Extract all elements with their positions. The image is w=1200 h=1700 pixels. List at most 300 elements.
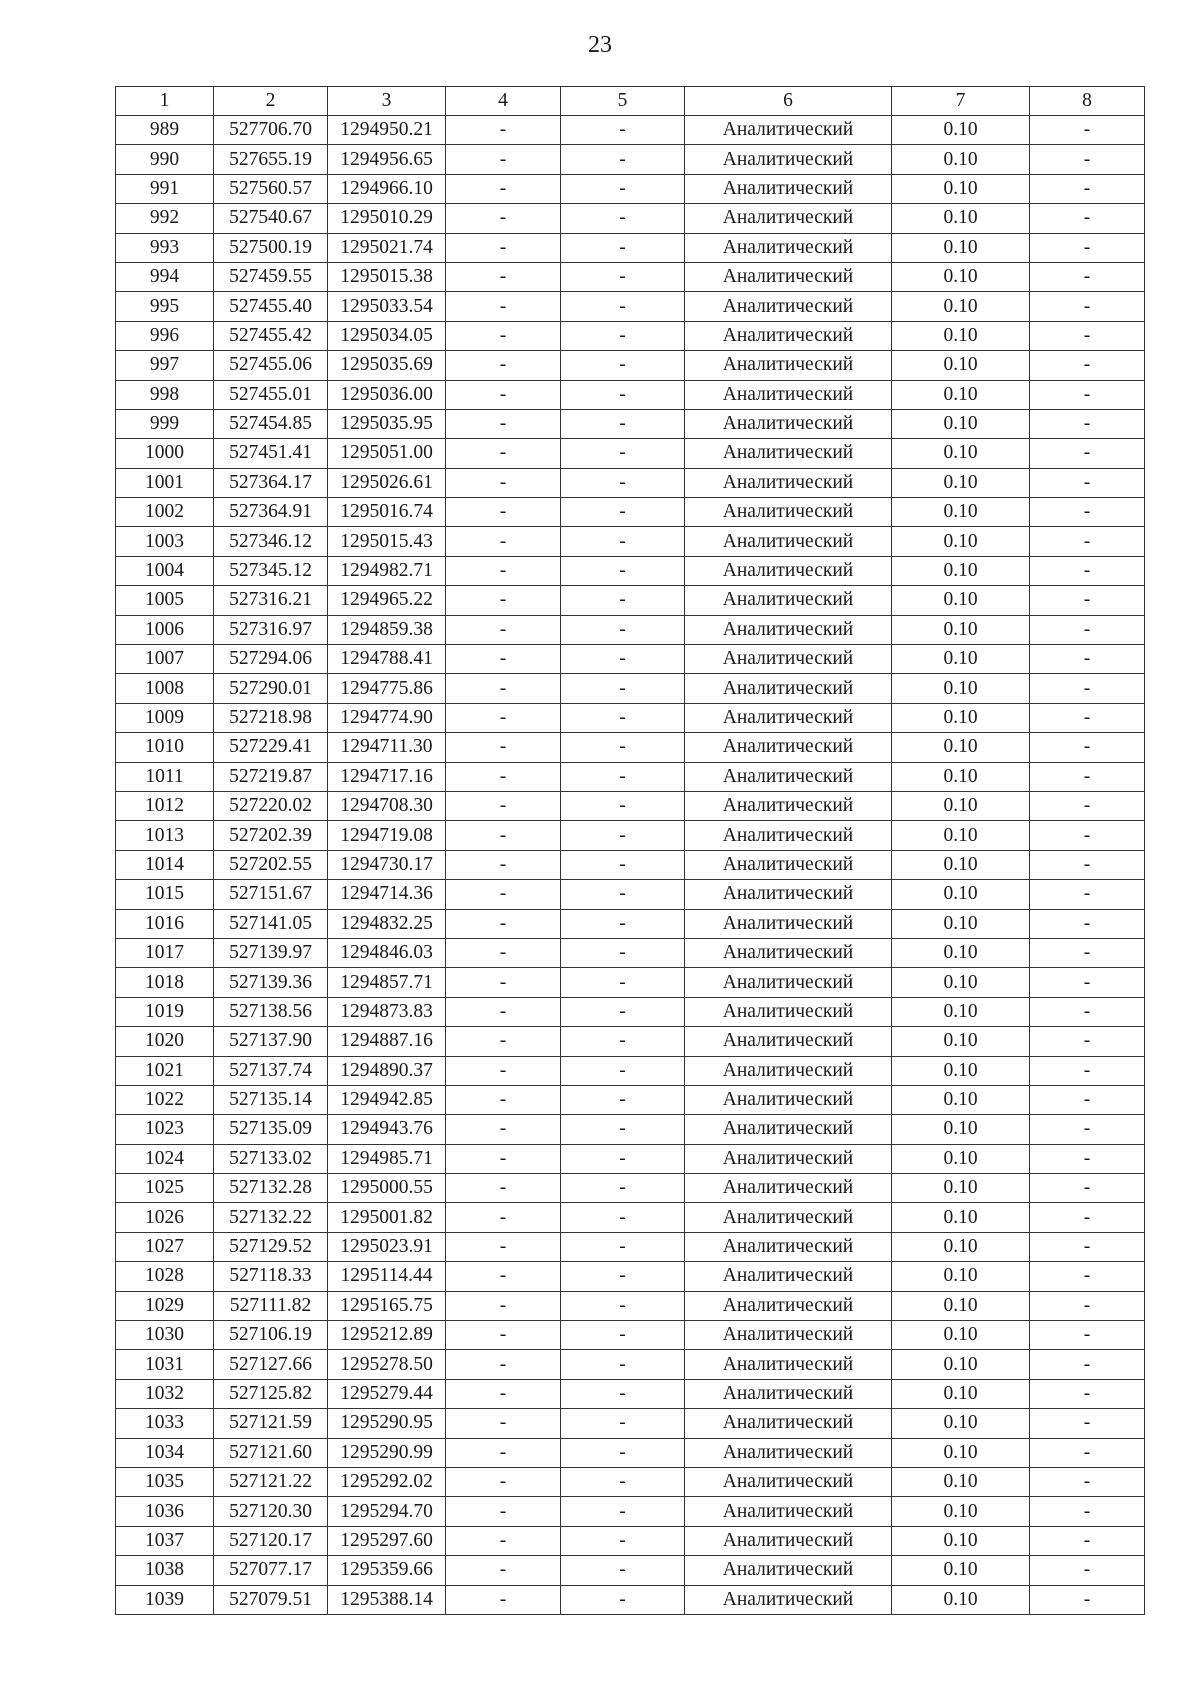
table-row [116,968,1145,997]
table-row [116,1526,1145,1555]
table-row [116,1497,1145,1526]
table-row [116,321,1145,350]
point-number-cell: 1034 [116,1438,214,1467]
point-number-cell: 1035 [116,1467,214,1496]
table-row [116,527,1145,556]
x-coordinate-cell: 527120.17 [214,1526,328,1555]
point-number-cell: 1026 [116,1203,214,1232]
column-4-cell: - [446,233,561,262]
y-coordinate-cell: 1294956.65 [328,145,446,174]
y-coordinate-cell: 1294985.71 [328,1144,446,1173]
column-header: 3 [328,87,446,116]
column-4-cell: - [446,351,561,380]
x-coordinate-cell: 527316.21 [214,586,328,615]
column-4-cell: - [446,997,561,1026]
table-row [116,762,1145,791]
column-5-cell: - [561,1467,685,1496]
column-8-cell: - [1030,762,1145,791]
method-cell: Аналитический [685,1467,892,1496]
table-row [116,1438,1145,1467]
column-8-cell: - [1030,145,1145,174]
table-row [116,174,1145,203]
method-cell: Аналитический [685,1115,892,1144]
y-coordinate-cell: 1295000.55 [328,1174,446,1203]
method-cell: Аналитический [685,733,892,762]
y-coordinate-cell: 1294859.38 [328,615,446,644]
column-5-cell: - [561,1585,685,1614]
table-row [116,1409,1145,1438]
column-8-cell: - [1030,850,1145,879]
table-row [116,233,1145,262]
column-header: 6 [685,87,892,116]
column-8-cell: - [1030,703,1145,732]
point-number-cell: 1016 [116,909,214,938]
method-cell: Аналитический [685,1262,892,1291]
point-number-cell: 1038 [116,1556,214,1585]
table-row [116,204,1145,233]
accuracy-cell: 0.10 [892,556,1030,585]
column-8-cell: - [1030,821,1145,850]
method-cell: Аналитический [685,1027,892,1056]
method-cell: Аналитический [685,762,892,791]
x-coordinate-cell: 527077.17 [214,1556,328,1585]
column-5-cell: - [561,409,685,438]
x-coordinate-cell: 527121.22 [214,1467,328,1496]
accuracy-cell: 0.10 [892,1085,1030,1114]
point-number-cell: 1030 [116,1321,214,1350]
column-5-cell: - [561,321,685,350]
method-cell: Аналитический [685,1350,892,1379]
y-coordinate-cell: 1295114.44 [328,1262,446,1291]
table-row [116,1174,1145,1203]
x-coordinate-cell: 527132.22 [214,1203,328,1232]
column-5-cell: - [561,703,685,732]
accuracy-cell: 0.10 [892,1027,1030,1056]
y-coordinate-cell: 1295034.05 [328,321,446,350]
accuracy-cell: 0.10 [892,439,1030,468]
column-8-cell: - [1030,1056,1145,1085]
column-4-cell: - [446,1056,561,1085]
accuracy-cell: 0.10 [892,615,1030,644]
column-4-cell: - [446,468,561,497]
column-4-cell: - [446,1438,561,1467]
column-5-cell: - [561,262,685,291]
point-number-cell: 1009 [116,703,214,732]
x-coordinate-cell: 527079.51 [214,1585,328,1614]
accuracy-cell: 0.10 [892,586,1030,615]
accuracy-cell: 0.10 [892,527,1030,556]
y-coordinate-cell: 1294708.30 [328,791,446,820]
x-coordinate-cell: 527129.52 [214,1232,328,1261]
x-coordinate-cell: 527455.06 [214,351,328,380]
x-coordinate-cell: 527132.28 [214,1174,328,1203]
column-5-cell: - [561,1262,685,1291]
column-8-cell: - [1030,1379,1145,1408]
x-coordinate-cell: 527135.14 [214,1085,328,1114]
column-5-cell: - [561,498,685,527]
column-8-cell: - [1030,233,1145,262]
accuracy-cell: 0.10 [892,1321,1030,1350]
column-4-cell: - [446,204,561,233]
table-row [116,586,1145,615]
column-header: 8 [1030,87,1145,116]
method-cell: Аналитический [685,997,892,1026]
column-4-cell: - [446,321,561,350]
column-5-cell: - [561,674,685,703]
accuracy-cell: 0.10 [892,1144,1030,1173]
accuracy-cell: 0.10 [892,1056,1030,1085]
column-4-cell: - [446,909,561,938]
x-coordinate-cell: 527218.98 [214,703,328,732]
table-row [116,292,1145,321]
column-8-cell: - [1030,1232,1145,1261]
x-coordinate-cell: 527454.85 [214,409,328,438]
column-4-cell: - [446,645,561,674]
column-8-cell: - [1030,468,1145,497]
y-coordinate-cell: 1295015.38 [328,262,446,291]
accuracy-cell: 0.10 [892,1526,1030,1555]
table-row [116,645,1145,674]
column-4-cell: - [446,880,561,909]
column-5-cell: - [561,1174,685,1203]
column-8-cell: - [1030,380,1145,409]
y-coordinate-cell: 1294942.85 [328,1085,446,1114]
method-cell: Аналитический [685,938,892,967]
accuracy-cell: 0.10 [892,997,1030,1026]
point-number-cell: 1013 [116,821,214,850]
column-4-cell: - [446,1291,561,1320]
method-cell: Аналитический [685,145,892,174]
column-5-cell: - [561,997,685,1026]
x-coordinate-cell: 527451.41 [214,439,328,468]
column-8-cell: - [1030,1144,1145,1173]
column-4-cell: - [446,527,561,556]
point-number-cell: 1001 [116,468,214,497]
column-5-cell: - [561,880,685,909]
column-header: 7 [892,87,1030,116]
column-4-cell: - [446,1379,561,1408]
table-row [116,1115,1145,1144]
x-coordinate-cell: 527202.39 [214,821,328,850]
method-cell: Аналитический [685,233,892,262]
column-5-cell: - [561,204,685,233]
point-number-cell: 1004 [116,556,214,585]
y-coordinate-cell: 1295015.43 [328,527,446,556]
point-number-cell: 1021 [116,1056,214,1085]
point-number-cell: 1003 [116,527,214,556]
method-cell: Аналитический [685,1174,892,1203]
method-cell: Аналитический [685,1232,892,1261]
column-4-cell: - [446,292,561,321]
accuracy-cell: 0.10 [892,1350,1030,1379]
column-8-cell: - [1030,1027,1145,1056]
x-coordinate-cell: 527455.01 [214,380,328,409]
method-cell: Аналитический [685,1526,892,1555]
column-4-cell: - [446,1144,561,1173]
x-coordinate-cell: 527459.55 [214,262,328,291]
column-8-cell: - [1030,1291,1145,1320]
point-number-cell: 1028 [116,1262,214,1291]
column-5-cell: - [561,1438,685,1467]
table-row [116,262,1145,291]
y-coordinate-cell: 1294714.36 [328,880,446,909]
column-4-cell: - [446,586,561,615]
column-5-cell: - [561,938,685,967]
method-cell: Аналитический [685,1585,892,1614]
point-number-cell: 1039 [116,1585,214,1614]
point-number-cell: 999 [116,409,214,438]
column-4-cell: - [446,1085,561,1114]
x-coordinate-cell: 527345.12 [214,556,328,585]
column-5-cell: - [561,909,685,938]
point-number-cell: 1036 [116,1497,214,1526]
method-cell: Аналитический [685,262,892,291]
column-4-cell: - [446,938,561,967]
table-row [116,909,1145,938]
accuracy-cell: 0.10 [892,1409,1030,1438]
table-row [116,1027,1145,1056]
column-5-cell: - [561,1027,685,1056]
column-8-cell: - [1030,880,1145,909]
x-coordinate-cell: 527219.87 [214,762,328,791]
x-coordinate-cell: 527137.90 [214,1027,328,1056]
method-cell: Аналитический [685,615,892,644]
column-8-cell: - [1030,997,1145,1026]
column-8-cell: - [1030,292,1145,321]
y-coordinate-cell: 1294788.41 [328,645,446,674]
column-5-cell: - [561,1556,685,1585]
column-8-cell: - [1030,968,1145,997]
column-8-cell: - [1030,1321,1145,1350]
column-5-cell: - [561,1291,685,1320]
y-coordinate-cell: 1294887.16 [328,1027,446,1056]
table-row [116,468,1145,497]
point-number-cell: 1037 [116,1526,214,1555]
column-5-cell: - [561,850,685,879]
column-4-cell: - [446,409,561,438]
table-body [116,87,1145,1615]
column-8-cell: - [1030,733,1145,762]
column-5-cell: - [561,556,685,585]
accuracy-cell: 0.10 [892,1556,1030,1585]
column-5-cell: - [561,586,685,615]
column-4-cell: - [446,174,561,203]
y-coordinate-cell: 1294846.03 [328,938,446,967]
y-coordinate-cell: 1295036.00 [328,380,446,409]
table-row [116,1232,1145,1261]
table-row [116,821,1145,850]
y-coordinate-cell: 1294965.22 [328,586,446,615]
method-cell: Аналитический [685,1497,892,1526]
x-coordinate-cell: 527106.19 [214,1321,328,1350]
y-coordinate-cell: 1295033.54 [328,292,446,321]
method-cell: Аналитический [685,821,892,850]
column-5-cell: - [561,1115,685,1144]
point-number-cell: 1027 [116,1232,214,1261]
point-number-cell: 993 [116,233,214,262]
accuracy-cell: 0.10 [892,204,1030,233]
accuracy-cell: 0.10 [892,850,1030,879]
method-cell: Аналитический [685,645,892,674]
x-coordinate-cell: 527151.67 [214,880,328,909]
point-number-cell: 1012 [116,791,214,820]
x-coordinate-cell: 527560.57 [214,174,328,203]
column-5-cell: - [561,1526,685,1555]
column-8-cell: - [1030,938,1145,967]
method-cell: Аналитический [685,556,892,585]
table-row [116,703,1145,732]
column-5-cell: - [561,1056,685,1085]
column-5-cell: - [561,439,685,468]
table-row [116,556,1145,585]
column-4-cell: - [446,145,561,174]
column-8-cell: - [1030,1467,1145,1496]
column-8-cell: - [1030,1409,1145,1438]
y-coordinate-cell: 1295021.74 [328,233,446,262]
column-4-cell: - [446,556,561,585]
point-number-cell: 992 [116,204,214,233]
method-cell: Аналитический [685,498,892,527]
column-5-cell: - [561,1203,685,1232]
method-cell: Аналитический [685,791,892,820]
column-4-cell: - [446,439,561,468]
x-coordinate-cell: 527290.01 [214,674,328,703]
column-header: 5 [561,87,685,116]
y-coordinate-cell: 1294730.17 [328,850,446,879]
point-number-cell: 1005 [116,586,214,615]
table-row [116,1085,1145,1114]
method-cell: Аналитический [685,174,892,203]
method-cell: Аналитический [685,321,892,350]
accuracy-cell: 0.10 [892,733,1030,762]
method-cell: Аналитический [685,703,892,732]
y-coordinate-cell: 1295278.50 [328,1350,446,1379]
x-coordinate-cell: 527118.33 [214,1262,328,1291]
x-coordinate-cell: 527202.55 [214,850,328,879]
y-coordinate-cell: 1294857.71 [328,968,446,997]
column-4-cell: - [446,1174,561,1203]
column-8-cell: - [1030,1556,1145,1585]
column-5-cell: - [561,351,685,380]
column-4-cell: - [446,1262,561,1291]
y-coordinate-cell: 1295294.70 [328,1497,446,1526]
column-4-cell: - [446,498,561,527]
table-row [116,791,1145,820]
point-number-cell: 998 [116,380,214,409]
accuracy-cell: 0.10 [892,1379,1030,1408]
accuracy-cell: 0.10 [892,1203,1030,1232]
accuracy-cell: 0.10 [892,880,1030,909]
point-number-cell: 1010 [116,733,214,762]
x-coordinate-cell: 527455.42 [214,321,328,350]
y-coordinate-cell: 1295165.75 [328,1291,446,1320]
table-row [116,1379,1145,1408]
x-coordinate-cell: 527294.06 [214,645,328,674]
point-number-cell: 990 [116,145,214,174]
accuracy-cell: 0.10 [892,262,1030,291]
y-coordinate-cell: 1295212.89 [328,1321,446,1350]
column-5-cell: - [561,233,685,262]
y-coordinate-cell: 1294832.25 [328,909,446,938]
x-coordinate-cell: 527346.12 [214,527,328,556]
y-coordinate-cell: 1294890.37 [328,1056,446,1085]
method-cell: Аналитический [685,351,892,380]
accuracy-cell: 0.10 [892,1497,1030,1526]
accuracy-cell: 0.10 [892,116,1030,145]
column-8-cell: - [1030,1262,1145,1291]
column-8-cell: - [1030,1438,1145,1467]
method-cell: Аналитический [685,1409,892,1438]
column-4-cell: - [446,821,561,850]
table-header-row [116,87,1145,116]
column-8-cell: - [1030,909,1145,938]
table-row [116,1144,1145,1173]
table-row [116,145,1145,174]
column-5-cell: - [561,174,685,203]
y-coordinate-cell: 1295297.60 [328,1526,446,1555]
column-4-cell: - [446,674,561,703]
y-coordinate-cell: 1294943.76 [328,1115,446,1144]
column-8-cell: - [1030,1350,1145,1379]
column-8-cell: - [1030,527,1145,556]
column-5-cell: - [561,645,685,674]
column-8-cell: - [1030,1585,1145,1614]
column-5-cell: - [561,380,685,409]
point-number-cell: 1023 [116,1115,214,1144]
column-5-cell: - [561,1409,685,1438]
x-coordinate-cell: 527220.02 [214,791,328,820]
point-number-cell: 1018 [116,968,214,997]
y-coordinate-cell: 1295010.29 [328,204,446,233]
y-coordinate-cell: 1294717.16 [328,762,446,791]
method-cell: Аналитический [685,468,892,497]
accuracy-cell: 0.10 [892,821,1030,850]
x-coordinate-cell: 527111.82 [214,1291,328,1320]
y-coordinate-cell: 1295035.69 [328,351,446,380]
table-row [116,997,1145,1026]
column-header: 2 [214,87,328,116]
column-8-cell: - [1030,409,1145,438]
x-coordinate-cell: 527655.19 [214,145,328,174]
column-8-cell: - [1030,439,1145,468]
column-8-cell: - [1030,116,1145,145]
x-coordinate-cell: 527500.19 [214,233,328,262]
method-cell: Аналитический [685,1556,892,1585]
column-8-cell: - [1030,262,1145,291]
column-5-cell: - [561,1144,685,1173]
point-number-cell: 1002 [116,498,214,527]
method-cell: Аналитический [685,1056,892,1085]
column-4-cell: - [446,1556,561,1585]
y-coordinate-cell: 1295279.44 [328,1379,446,1408]
column-header: 1 [116,87,214,116]
column-5-cell: - [561,1497,685,1526]
accuracy-cell: 0.10 [892,703,1030,732]
table-row [116,733,1145,762]
column-4-cell: - [446,1115,561,1144]
column-8-cell: - [1030,645,1145,674]
method-cell: Аналитический [685,527,892,556]
table-row [116,674,1145,703]
y-coordinate-cell: 1294966.10 [328,174,446,203]
column-4-cell: - [446,1497,561,1526]
method-cell: Аналитический [685,292,892,321]
column-5-cell: - [561,116,685,145]
y-coordinate-cell: 1294719.08 [328,821,446,850]
column-8-cell: - [1030,498,1145,527]
method-cell: Аналитический [685,968,892,997]
method-cell: Аналитический [685,586,892,615]
